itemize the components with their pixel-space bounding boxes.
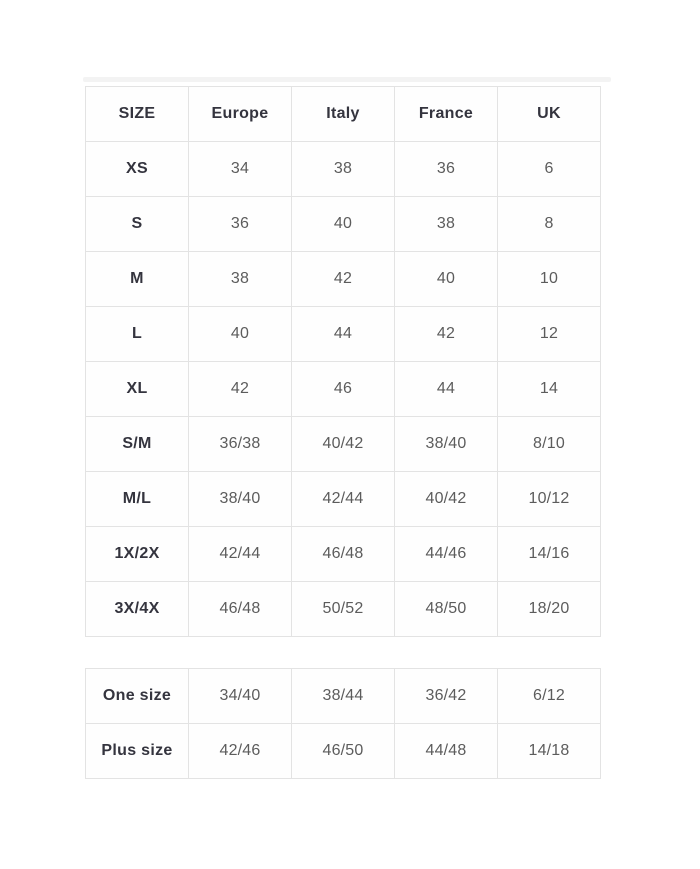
row-size-label: 1X/2X [86, 527, 189, 582]
table-row-m [86, 252, 601, 307]
size-value-cell: 34 [189, 142, 292, 197]
table-row-3x-4x [86, 582, 601, 637]
column-header-europe: Europe [189, 87, 292, 142]
size-value-cell: 8 [498, 197, 601, 252]
special-sizes-grid [85, 668, 601, 779]
table-row-m-l [86, 472, 601, 527]
size-value-cell: 42 [292, 252, 395, 307]
size-value-cell: 44 [292, 307, 395, 362]
size-value-cell: 44 [395, 362, 498, 417]
size-value-cell: 42/46 [189, 724, 292, 779]
table-row-xl [86, 362, 601, 417]
size-conversion-table [85, 86, 601, 637]
size-value-cell: 14/16 [498, 527, 601, 582]
size-value-cell: 14 [498, 362, 601, 417]
header-row [86, 87, 601, 142]
row-size-label: M/L [86, 472, 189, 527]
size-value-cell: 38 [189, 252, 292, 307]
size-value-cell: 40 [292, 197, 395, 252]
column-header-italy: Italy [292, 87, 395, 142]
size-value-cell: 38/40 [189, 472, 292, 527]
column-header-uk: UK [498, 87, 601, 142]
row-size-label: XL [86, 362, 189, 417]
size-value-cell: 42 [189, 362, 292, 417]
special-sizes-table [85, 668, 601, 779]
size-value-cell: 10/12 [498, 472, 601, 527]
size-value-cell: 46/50 [292, 724, 395, 779]
table-row-l [86, 307, 601, 362]
size-value-cell: 42 [395, 307, 498, 362]
size-value-cell: 6/12 [498, 669, 601, 724]
size-value-cell: 44/46 [395, 527, 498, 582]
size-value-cell: 34/40 [189, 669, 292, 724]
size-value-cell: 38/40 [395, 417, 498, 472]
row-size-label: One size [86, 669, 189, 724]
row-size-label: L [86, 307, 189, 362]
row-size-label: M [86, 252, 189, 307]
size-value-cell: 38/44 [292, 669, 395, 724]
row-size-label: S [86, 197, 189, 252]
table-row-xs [86, 142, 601, 197]
column-header-france: France [395, 87, 498, 142]
size-value-cell: 44/48 [395, 724, 498, 779]
table-row-1x-2x [86, 527, 601, 582]
size-conversion-grid [85, 86, 601, 637]
table-row-plus-size [86, 724, 601, 779]
row-size-label: XS [86, 142, 189, 197]
size-value-cell: 6 [498, 142, 601, 197]
size-value-cell: 46/48 [292, 527, 395, 582]
size-value-cell: 46/48 [189, 582, 292, 637]
size-value-cell: 42/44 [189, 527, 292, 582]
table-row-s [86, 197, 601, 252]
size-value-cell: 42/44 [292, 472, 395, 527]
size-value-cell: 36 [189, 197, 292, 252]
size-value-cell: 40/42 [292, 417, 395, 472]
row-size-label: S/M [86, 417, 189, 472]
row-size-label: 3X/4X [86, 582, 189, 637]
size-value-cell: 46 [292, 362, 395, 417]
size-value-cell: 36/42 [395, 669, 498, 724]
row-size-label: Plus size [86, 724, 189, 779]
size-value-cell: 12 [498, 307, 601, 362]
size-value-cell: 40/42 [395, 472, 498, 527]
size-value-cell: 18/20 [498, 582, 601, 637]
size-value-cell: 8/10 [498, 417, 601, 472]
size-value-cell: 36 [395, 142, 498, 197]
table-row-one-size [86, 669, 601, 724]
size-value-cell: 48/50 [395, 582, 498, 637]
size-value-cell: 38 [395, 197, 498, 252]
size-value-cell: 10 [498, 252, 601, 307]
size-value-cell: 40 [395, 252, 498, 307]
size-value-cell: 14/18 [498, 724, 601, 779]
size-value-cell: 40 [189, 307, 292, 362]
cutoff-row-band [83, 77, 611, 82]
size-value-cell: 38 [292, 142, 395, 197]
table-row-s-m [86, 417, 601, 472]
size-value-cell: 36/38 [189, 417, 292, 472]
size-value-cell: 50/52 [292, 582, 395, 637]
column-header-size: SIZE [86, 87, 189, 142]
